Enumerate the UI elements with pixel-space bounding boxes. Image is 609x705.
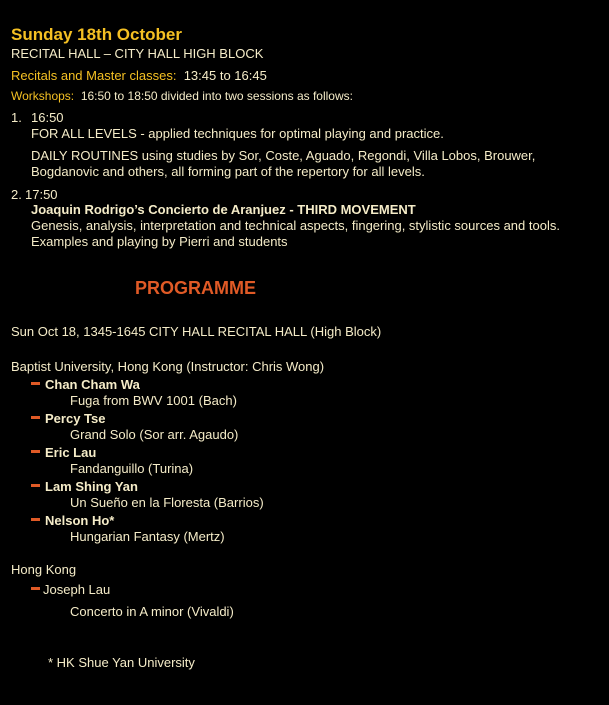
performer-piece: Grand Solo (Sor arr. Agaudo) <box>70 427 239 442</box>
performer <box>31 512 114 530</box>
performer-name: Eric Lau <box>45 445 97 460</box>
group-hong-kong: Hong Kong <box>11 562 77 577</box>
workshops-line <box>11 89 353 103</box>
session-2-line2: Genesis, analysis, interpretation and technical aspects, fingering, stylistic sources and tools. <box>31 218 560 233</box>
performer-piece: Un Sueño en la Floresta (Barrios) <box>70 495 264 510</box>
dash-bullet-icon <box>31 416 40 419</box>
performer-name: Joseph Lau <box>43 582 111 597</box>
dash-bullet-icon <box>31 484 40 487</box>
performer-piece: Fandanguillo (Turina) <box>70 461 194 476</box>
programme-date-line: Sun Oct 18, 1345-1645 CITY HALL RECITAL HALL (High Block) <box>11 324 382 339</box>
performer-name: Chan Cham Wa <box>45 377 140 392</box>
dash-bullet-icon <box>31 450 40 453</box>
performer <box>31 478 138 496</box>
performer-name: Nelson Ho* <box>45 513 115 528</box>
session-2-time: 17:50 <box>25 187 58 202</box>
session-2-line1: Joaquin Rodrigo’s Concierto de Aranjuez - THIRD MOVEMENT <box>31 202 416 217</box>
performer-name: Lam Shing Yan <box>45 479 138 494</box>
session-2-line3: Examples and playing by Pierri and students <box>31 234 288 249</box>
dash-bullet-icon <box>31 587 40 590</box>
session-2-number: 2. <box>11 187 22 202</box>
dash-bullet-icon <box>31 382 40 385</box>
session-1-line2: DAILY ROUTINES using studies by Sor, Coste, Aguado, Regondi, Villa Lobos, Brouwer, <box>31 148 536 163</box>
performer-piece: Concerto in A minor (Vivaldi) <box>70 604 234 619</box>
workshops-desc: 16:50 to 18:50 divided into two sessions as follows: <box>80 89 353 103</box>
performer-piece: Fuga from BWV 1001 (Bach) <box>70 393 237 408</box>
session-1-line3: Bogdanovic and others, all forming part of the repertory for all levels. <box>31 164 425 179</box>
programme-heading: PROGRAMME <box>135 278 256 298</box>
page-title: Sunday 18th October <box>11 25 182 44</box>
dash-bullet-icon <box>31 518 40 521</box>
performer-name: Percy Tse <box>45 411 106 426</box>
performer <box>31 410 105 428</box>
performer <box>31 376 140 394</box>
session-1-number: 1. <box>11 110 22 125</box>
performer <box>31 581 110 599</box>
session-1-line1: FOR ALL LEVELS - applied techniques for optimal playing and practice. <box>31 126 444 141</box>
recitals-line <box>11 68 267 83</box>
performer-piece: Hungarian Fantasy (Mertz) <box>70 529 225 544</box>
recitals-label: Recitals and Master classes: <box>11 68 177 83</box>
performer <box>31 444 96 462</box>
group-baptist-university: Baptist University, Hong Kong (Instructor: Chris Wong) <box>11 359 325 374</box>
session-1-time: 16:50 <box>31 110 64 125</box>
venue: RECITAL HALL – CITY HALL HIGH BLOCK <box>11 46 264 61</box>
workshops-label: Workshops: <box>11 89 75 103</box>
footnote: * HK Shue Yan University <box>48 655 195 670</box>
recitals-time: 13:45 to 16:45 <box>183 68 267 83</box>
